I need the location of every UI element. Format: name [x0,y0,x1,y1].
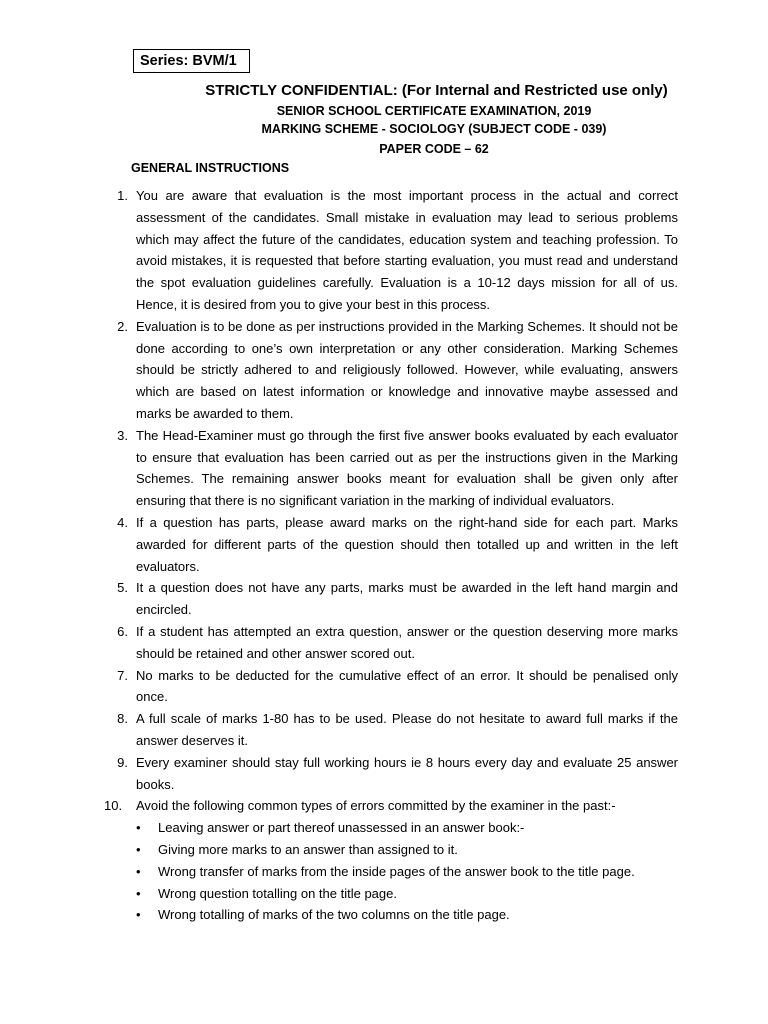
instruction-number: 5. [117,580,128,596]
instruction-number: 1. [117,188,128,203]
bullet-text: Wrong question totalling on the title page. [158,885,397,901]
instruction-item [104,752,678,796]
instruction-number: 9. [117,754,128,770]
instruction-text: You are aware that evaluation is the most important process in the actual and correct assessment of the candidates. Small mistake in evaluation may lead to serious problems which may affect the future of the candidates, education system and teaching profession. To avoid mistakes, it is requested that before starting evaluation, you must read and understand the spot evaluation guidelines carefully. Evaluation is a 10-12 days mission for all of us. Hence, it is desired from you to give your best in this process. [136,188,678,312]
exam-title: SENIOR SCHOOL CERTIFICATE EXAMINATION, 2019 [276,104,592,118]
list-item [136,883,678,905]
instruction-item [104,512,678,577]
instruction-number: 8. [117,711,128,727]
bullet-icon: • [136,907,141,923]
instruction-item [104,425,678,512]
instruction-text: Every examiner should stay full working hours ie 8 hours every day and evaluate 25 answer books. [136,754,678,792]
bullet-icon: • [136,863,141,879]
paper-code: PAPER CODE – 62 [379,142,489,156]
list-item [136,904,678,926]
bullet-icon: • [136,820,141,836]
instruction-text: Evaluation is to be done as per instructions provided in the Marking Schemes. It should not be done according to one’s own interpretation or any other consideration. Marking Schemes should be strictly adhered to and religiously followed. However, while evaluating, answers which are based on latest information or knowledge and innovative maybe assessed and marks be awarded to them. [136,318,678,421]
series-label: Series: BVM/1 [133,49,250,73]
instruction-item [104,795,678,926]
bullet-text: Leaving answer or part thereof unassessed in an answer book:- [158,820,525,836]
bullet-text: Giving more marks to an answer than assigned to it. [158,841,458,857]
marking-scheme-title: MARKING SCHEME - SOCIOLOGY (SUBJECT CODE - 039) [261,122,607,136]
instruction-number: 2. [117,318,128,334]
instruction-item [104,621,678,665]
instruction-number: 4. [117,514,128,530]
instruction-number: 10. [104,798,123,814]
section-heading: GENERAL INSTRUCTIONS [131,161,290,175]
instruction-text: If a student has attempted an extra question, answer or the question deserving more marks should be retained and other answer scored out. [136,623,678,661]
instruction-item [104,185,678,316]
instruction-text: A full scale of marks 1-80 has to be used. Please do not hesitate to award full marks if the answer deserves it. [136,711,678,748]
instruction-number: 6. [117,623,128,639]
bullet-icon: • [136,841,141,857]
instruction-item [104,316,678,425]
instruction-text: It a question does not have any parts, marks must be awarded in the left hand margin and encircled. [136,580,678,618]
list-item [136,817,678,839]
instruction-text: Avoid the following common types of errors committed by the examiner in the past:- [136,798,616,814]
instruction-number: 7. [117,667,128,683]
confidential-title: STRICTLY CONFIDENTIAL: (For Internal and Restricted use only) [205,82,668,99]
instruction-item [104,577,678,621]
instruction-number: 3. [117,427,128,443]
bullet-text: Wrong totalling of marks of the two columns on the title page. [158,907,510,923]
list-item [136,861,678,883]
instructions-list [104,185,678,926]
errors-bullet-list [136,817,678,926]
instruction-text: No marks to be deducted for the cumulative effect of an error. It should be penalised only once. [136,667,678,705]
bullet-text: Wrong transfer of marks from the inside pages of the answer book to the title page. [158,863,635,879]
list-item [136,839,678,861]
instruction-item [104,708,678,752]
instruction-item [104,665,678,709]
bullet-icon: • [136,885,141,901]
instruction-text: If a question has parts, please award marks on the right-hand side for each part. Marks awarded for different parts of the question should then totalled up and written in the left evaluators. [136,514,678,574]
instruction-text: The Head-Examiner must go through the first five answer books evaluated by each evaluator to ensure that evaluation has been carried out as per the instructions given in the Marking Schemes. The remaining answer books meant for evaluation shall be given only after ensuring that there is no significant variation in the marking of individual evaluators. [136,427,678,509]
